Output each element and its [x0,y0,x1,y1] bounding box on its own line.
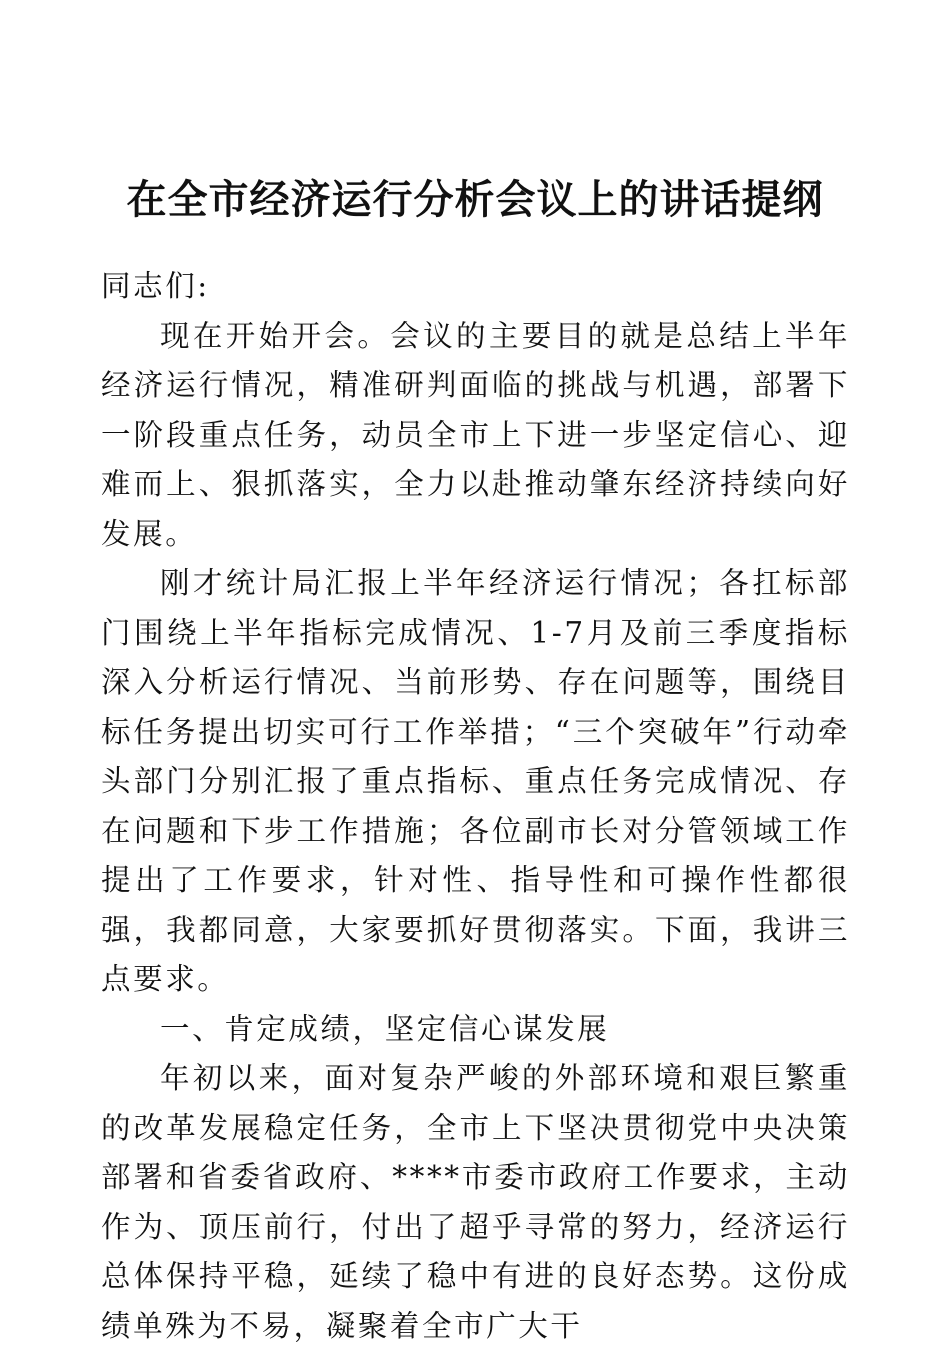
salutation: 同志们: [101,269,210,303]
document-title: 在全市经济运行分析会议上的讲话提纲 [126,176,824,223]
paragraph-opening: 现在开始开会。会议的主要目的就是总结上半年经济运行情况，精准研判面临的挑战与机遇，部署下一阶段重点任务，动员全市上下进一步坚定信心、迎难而上、狠抓落实，全力以赴推动肇东经济持续向好发展。 [101,318,850,551]
section-heading-1: 一、肯定成绩，坚定信心谋发展 [160,1011,610,1046]
paragraph-achievements: 年初以来，面对复杂严峻的外部环境和艰巨繁重的改革发展稳定任务，全市上下坚决贯彻党中央决策部署和省委省政府、****市委市政府工作要求，主动作为、顶压前行，付出了超乎寻常的努力，经济运行总体保持平稳，延续了稳中有进的良好态势。这份成绩单殊为不易，凝聚着全市广大干 [101,1061,850,1343]
paragraph-reports-summary: 刚才统计局汇报上半年经济运行情况；各扛标部门围绕上半年指标完成情况、1-7月及前三季度指标深入分析运行情况、当前形势、存在问题等，围绕目标任务提出切实可行工作举措；“三个突破年”行动牵头部门分别汇报了重点指标、重点任务完成情况、存在问题和下步工作措施；各位副市长对分管领域工作提出了工作要求，针对性、指导性和可操作性都很强，我都同意，大家要抓好贯彻落实。下面，我讲三点要求。 [101,566,850,996]
document-body [101,262,850,1351]
